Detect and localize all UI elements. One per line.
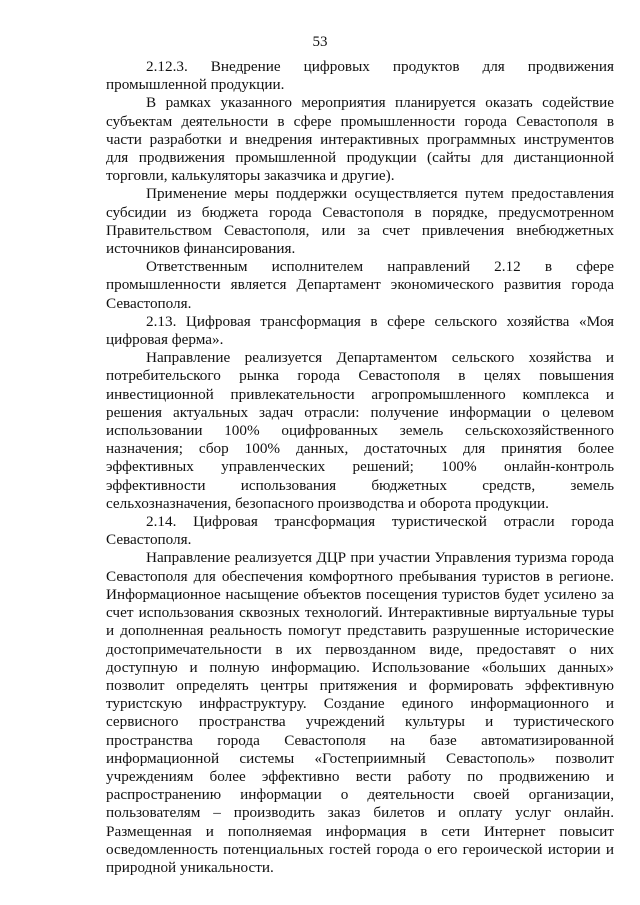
paragraph-2-12-3-funding: Применение меры поддержки осуществляется путем предоставления субсидии из бюджета города Севастополя в порядке, предусмотренном Правительством Севастополя, или за счет привлечения внебюджетных источников финансирования. <box>106 185 614 258</box>
paragraph-2-13-heading: 2.13. Цифровая трансформация в сфере сельского хозяйства «Моя цифровая ферма». <box>106 312 614 349</box>
paragraph-2-13-description: Направление реализуется Департаментом сельского хозяйства и потребительского рынка города Севастополя в целях повышения инвестиционной привлекательности агропромышленного комплекса и решения актуальных задач отрасли: получение информации о целевом использовании 100% оцифрованных земель сельскохозяйственного назначения; сбор 100% данных, достаточных для принятия более эффективных управленческих решений; 100% онлайн-контроль эффективности использования бюджетных средств, земель сельхозназначения, безопасного производства и оборота продукции. <box>106 349 614 512</box>
paragraph-2-12-responsible: Ответственным исполнителем направлений 2.12 в сфере промышленности является Департамент экономического развития города Севастополя. <box>106 258 614 312</box>
document-body <box>106 58 614 877</box>
paragraph-2-12-3-heading: 2.12.3. Внедрение цифровых продуктов для продвижения промышленной продукции. <box>106 58 614 94</box>
page-number: 53 <box>312 34 328 50</box>
paragraph-2-12-3-description: В рамках указанного мероприятия планируется оказать содействие субъектам деятельности в сфере промышленности города Севастополя в части разработки и внедрения интерактивных программных инструментов для продвижения промышленной продукции (сайты для дистанционной торговли, калькуляторы заказчика и другие). <box>106 94 614 185</box>
paragraph-2-14-description: Направление реализуется ДЦР при участии Управления туризма города Севастополя для обеспечения комфортного пребывания туристов в регионе. Информационное насыщение объектов посещения туристов будет усилено за счет использования сквозных технологий. Интерактивные виртуальные туры и дополненная реальность помогут представить разрушенные исторические достопримечательности в их первозданном виде, предоставят о них доступную и полную информацию. Использование «больших данных» позволит определять центры притяжения и формировать эффективную туристскую инфраструктуру. Создание единого информационного и сервисного пространства учреждений культуры и туристического пространства города Севастополя на базе автоматизированной информационной системы «Гостеприимный Севастополь» позволит учреждениям более эффективно вести работу по продвижению и распространению информации о деятельности своей организации, пользователям – производить заказ билетов и оплату услуг онлайн. Размещенная и пополняемая информация в сети Интернет повысит осведомленность потенциальных гостей города о его героической истории и природной уникальности. <box>106 549 614 876</box>
paragraph-2-14-heading: 2.14. Цифровая трансформация туристической отрасли города Севастополя. <box>106 513 614 549</box>
